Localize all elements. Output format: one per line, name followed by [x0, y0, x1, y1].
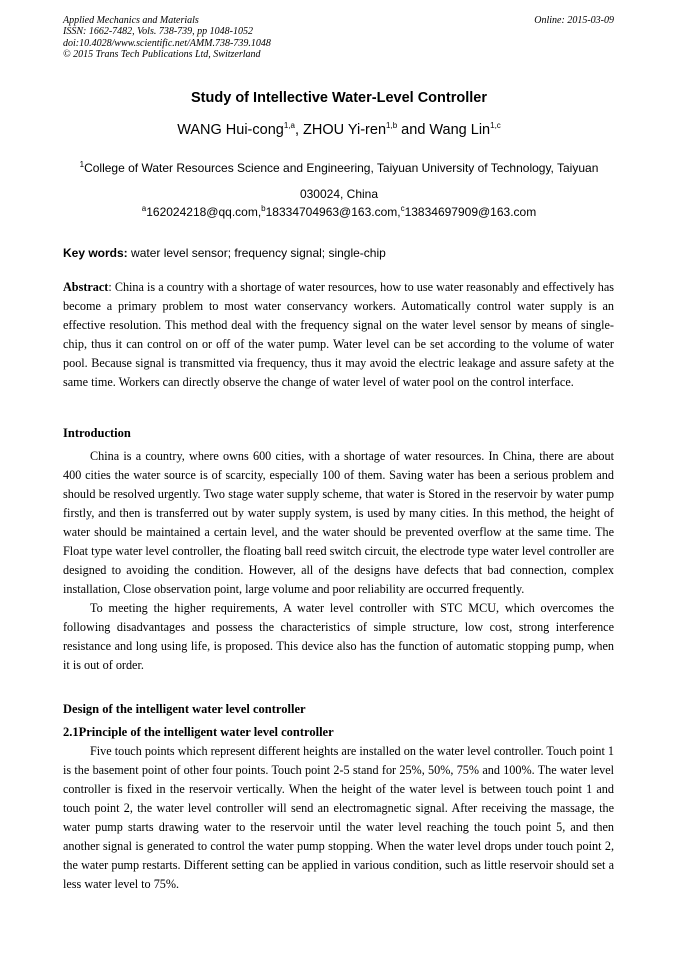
affiliation-text: College of Water Resources Science and Engineering, Taiyuan University of Technology, Taiyuan 030024, China	[84, 161, 599, 201]
author-separator: and	[397, 122, 430, 138]
paragraph: To meeting the higher requirements, A water level controller with STC MCU, which overcomes the following disadvantages and possess the characteristics of simple structure, low cost, strong interference resistance and long using life, is proposed. This device also has the function of automatic stopping pump, when it is out of order.	[63, 601, 614, 672]
section-heading-design: Design of the intelligent water level controller	[63, 702, 306, 716]
author-affil-sup: 1,c	[490, 121, 501, 131]
author-name: WANG Hui-cong	[177, 122, 284, 138]
author-affil-sup: 1,a	[283, 121, 295, 131]
email-address[interactable]: 162024218@qq.com,	[146, 205, 262, 219]
introduction-body	[63, 447, 614, 675]
subsection-heading-principle: 2.1Principle of the intelligent water level controller	[63, 725, 334, 739]
paragraph: Five touch points which represent different heights are installed on the water level controller. Touch point 1 is the basement point of other four points. Touch point 2-5 stand for 25%, 50%, 75% and 100%. The water level controller is fixed in the reservoir vertically. When the height of the water level is between touch point 1 and touch point 2, the water level controller will send an electromagnetic signal. After receiving the massage, the water pump starts drawing water to the reservoir until the water level reaching the touch point 5, and then another signal is generated to control the water pump stopping. When the water level drops under touch point 2, the water pump restarts. Different setting can be applied in various condition, such as little reservoir should set a less water level to 75%.	[63, 744, 614, 891]
email-address[interactable]: 18334704963@163.com,	[265, 205, 401, 219]
email-sup: a	[141, 204, 147, 213]
email-sup: b	[261, 204, 266, 213]
doi-line: doi:10.4028/www.scientific.net/AMM.738-739.1048	[63, 37, 271, 49]
copyright-line: © 2015 Trans Tech Publications Ltd, Switzerland	[63, 48, 261, 60]
design-body	[63, 742, 614, 894]
paragraph: China is a country, where owns 600 cities, with a shortage of water resources. In China, there are about 400 cities the water source is of scarcity, especially 100 of them. Saving water has been a serious problem and should be resolved urgently. Two stage water supply scheme, that water is Stored in the reservoir by water pump firstly, and then is transferred out by water supply system, is used by many cities. In this method, the height of water should be maintained a certain level, and the water should be prevented overflow at the same time. The Float type water level controller, the floating ball reed switch circuit, the electrode type water level controller are designed to avoiding the condition. However, all of the designs have defects that bad connection, complex installation, Close observation point, large volume and poor reliability are occurred frequently.	[63, 449, 614, 596]
author-name: Wang Lin	[429, 122, 491, 138]
issn-line: ISSN: 1662-7482, Vols. 738-739, pp 1048-1052	[63, 26, 253, 38]
keywords	[63, 246, 386, 260]
journal-header	[63, 15, 271, 60]
author-name: ZHOU Yi-ren	[303, 122, 387, 138]
online-date: Online: 2015-03-09	[534, 15, 614, 26]
email-sup: c	[400, 204, 405, 213]
author-affil-sup: 1,b	[386, 121, 398, 131]
abstract	[63, 278, 614, 392]
section-heading-introduction: Introduction	[63, 426, 131, 440]
affiliation-sup: 1	[79, 160, 85, 169]
abstract-label: Abstract	[63, 280, 109, 294]
email-list	[0, 205, 678, 219]
abstract-text: : China is a country with a shortage of water resources, how to use water reasonably and effectively has become a primary problem to most water conservancy workers. Automatically control water supply is an effective resolution. This method deal with the frequency signal on the water level sensor by means of single-chip, thus it can control on or off of the water pump. Water level can be set according to the volume of water pool. Because signal is transmitted via frequency, thus it may avoid the electric leakage and assure safety at the same time. Workers can directly observe the change of water level of water pool on the control interface.	[63, 280, 614, 389]
keywords-text: water level sensor; frequency signal; single-chip	[127, 246, 386, 260]
journal-name: Applied Mechanics and Materials	[63, 15, 199, 26]
paper-title: Study of Intellective Water-Level Controller	[191, 90, 487, 106]
affiliation	[63, 155, 615, 207]
email-address[interactable]: 13834697909@163.com	[404, 205, 537, 219]
author-list	[0, 122, 678, 138]
author-separator: ,	[294, 122, 304, 138]
keywords-label: Key words:	[63, 246, 128, 260]
